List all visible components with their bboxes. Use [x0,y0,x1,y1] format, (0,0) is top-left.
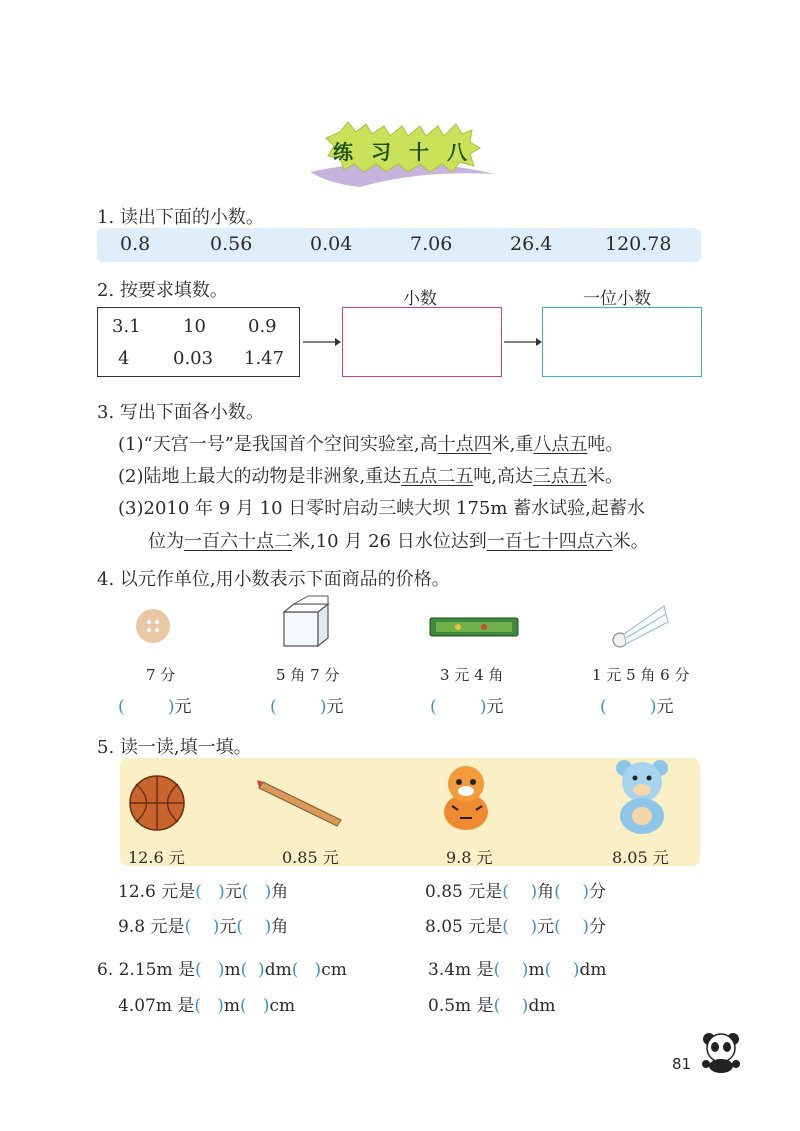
q6-fill-row[interactable]: 3.4m 是( )m( )dm [428,960,607,980]
q1-number: 26.4 [510,233,553,255]
pencil-icon [255,776,347,828]
pencil-case-icon [428,614,520,640]
q1-number: 120.78 [605,233,672,255]
page-number: 81 [672,1055,692,1073]
source-number: 3.1 [112,316,141,337]
q3-line-1: (1)“天宫一号”是我国首个空间实验室,高十点四米,重八点五吨。 [118,434,624,455]
price-answer-blank[interactable]: ( )元 [430,697,504,717]
source-number: 10 [183,316,206,337]
price-answer-blank[interactable]: ( )元 [270,697,344,717]
exercise-title [300,112,500,202]
decimal-answer-box[interactable] [342,307,502,377]
toy-price: 12.6 元 [128,848,185,867]
q6-fill-row[interactable]: 0.5m 是( )dm [428,996,556,1016]
source-number: 1.47 [244,348,285,369]
source-number: 0.03 [173,348,214,369]
chalk-box-icon [278,594,334,650]
q1-number-band [97,228,701,262]
item-price: 7 分 [146,666,176,684]
q6-fill-row[interactable]: 6. 2.15m 是( )m( )dm( )cm [97,960,347,980]
q3-line-2: (2)陆地上最大的动物是非洲象,重达五点二五吨,高达三点五米。 [118,466,623,487]
shuttlecock-icon [612,600,670,650]
q5-fill-row[interactable]: 12.6 元是( )元( )角 [118,882,289,902]
q2-label: 2. 按要求填数。 [97,280,228,301]
title-text: 练习十八 [333,140,485,164]
panda-icon [700,1030,742,1074]
basketball-icon [128,774,186,832]
toy-tiger-icon [436,762,496,834]
item-price: 5 角 7 分 [276,666,340,684]
q5-fill-row[interactable]: 8.05 元是( )元( )分 [425,917,607,937]
arrow-right-icon [504,336,542,348]
arrow-right-icon [303,336,341,348]
price-answer-blank[interactable]: ( )元 [600,697,674,717]
q3-label: 3. 写出下面各小数。 [97,402,264,423]
box1-label: 小数 [403,289,437,309]
q4-label: 4. 以元作单位,用小数表示下面商品的价格。 [97,569,450,590]
item-price: 3 元 4 角 [440,666,504,684]
q1-label: 1. 读出下面的小数。 [97,207,264,228]
q5-fill-row[interactable]: 9.8 元是( )元( )角 [118,917,289,937]
toy-price: 9.8 元 [446,848,493,867]
source-number: 0.9 [248,316,277,337]
q1-number: 7.06 [410,233,453,255]
source-number: 4 [118,348,130,369]
price-answer-blank[interactable]: ( )元 [118,697,192,717]
q1-number: 0.04 [310,233,353,255]
one-decimal-answer-box[interactable] [542,307,702,377]
item-price: 1 元 5 角 6 分 [592,666,690,684]
toy-bear-icon [612,758,672,836]
toy-price: 8.05 元 [612,848,669,867]
toy-price: 0.85 元 [282,848,339,867]
q1-number: 0.8 [120,233,151,255]
q3-line-3: (3)2010 年 9 月 10 日零时启动三峡大坝 175m 蓄水试验,起蓄水 [118,498,645,519]
q1-number: 0.56 [210,233,253,255]
q3-line-4: 位为一百六十点二米,10 月 26 日水位达到一百七十四点六米。 [148,531,649,552]
source-number-box [97,307,300,377]
q6-fill-row[interactable]: 4.07m 是( )m( )cm [118,996,296,1016]
q5-label: 5. 读一读,填一填。 [97,737,252,758]
box2-label: 一位小数 [583,289,651,309]
button-icon [134,607,172,645]
q5-fill-row[interactable]: 0.85 元是( )角( )分 [425,882,607,902]
